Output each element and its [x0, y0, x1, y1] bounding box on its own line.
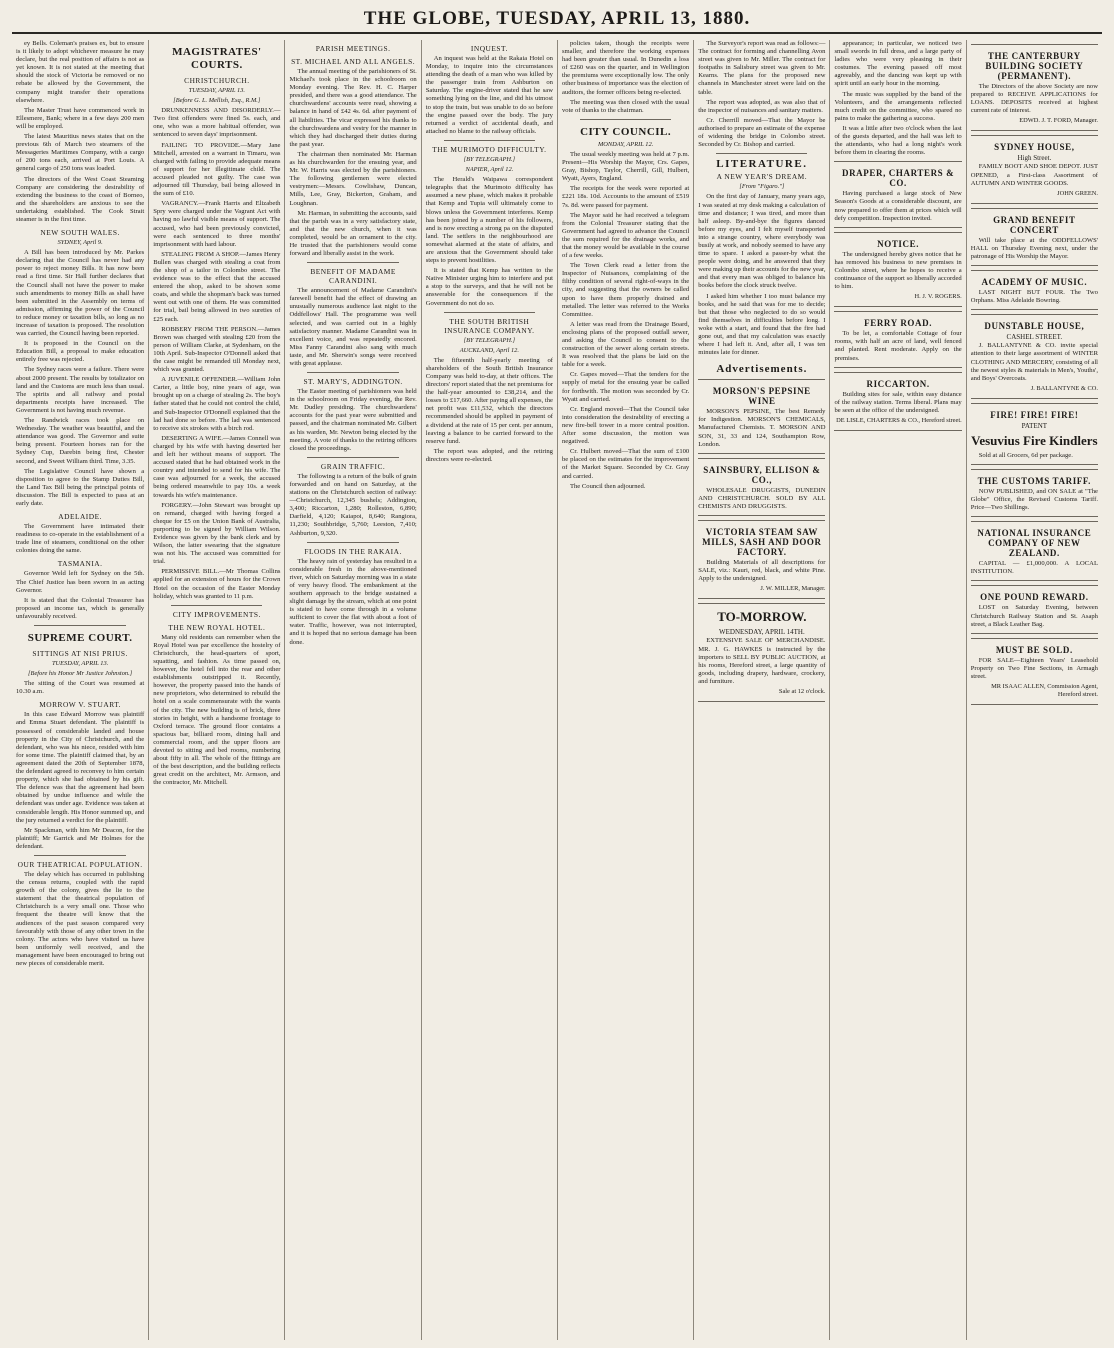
ad-text: J. BALLANTYNE & CO. invite special attention to their large assortment of WINTER CLOTHING AND MERCERY, consisting of all the newest styles & materials in Men's, Youths', and Boys' Overcoats. [970, 342, 1098, 382]
columns-container [12, 40, 1102, 1340]
paragraph: DRUNKENNESS AND DISORDERLY.—Two first offenders were fined 5s. each, and one, who was a more habitual offender, was sentenced to seven days' imprisonment. [153, 107, 281, 139]
column-6 [693, 40, 829, 1340]
paragraph: A JUVENILE OFFENDER.—William John Carter, a little boy, nine years of age, was brought up on a charge of stealing 2s. The boy's father stated that he could not control the child, and Sub-Inspector O'Donnell explained that the lad had done so before. The lad was sentenced to receive six strokes with a birch rod. [153, 376, 281, 432]
paragraph: The following is a return of the bulk of grain forwarded and on hand on Saturday, at the stations on the Christchurch section of railway:—Christchurch, 12,345 bushels; Addington, 3,400; Riccarton, 1,280; Rolleston, 6,890; Darfield, 4,120; Kaiapoi, 8,640; Rangiora, 11,230; Southbridge, 5,760; Leeston, 7,410; Ashburton, 9,320. [289, 472, 417, 537]
ad-text: LAST NIGHT BUT FOUR. The Two Orphans. Miss Adelaide Bowring. [970, 289, 1098, 305]
paragraph: The Legislative Council have shown a disposition to agree to the Stamp Duties Bill, the Land Tax Bill being the principal points of discussion. The Bill is expected to pass at an early date. [16, 467, 145, 507]
article-heading: CITY COUNCIL. [580, 125, 672, 138]
dateline: [Before his Honor Mr Justice Johnston.] [28, 670, 133, 678]
ad-text: Building Materials of all descriptions for SALE, viz.: Kauri, red, black, and white Pine. Apply to the undersigned. [698, 559, 826, 583]
advertisement [971, 638, 1098, 705]
ad-text: To be let, a comfortable Cottage of four rooms, with half an acre of land, well fenced and planted. Rent moderate. Apply on the premises. [834, 330, 962, 362]
paragraph: The latest Mauritius news states that on the previous 6th of March two steamers of the Messageries Maritimes Company, with a cargo of 200 tons each, arrived at Port Louis. A general cargo of 250 tons was loaded. [16, 133, 145, 173]
ad-text: CAPITAL — £1,000,000. A LOCAL INSTITUTION. [970, 560, 1098, 576]
paragraph: The Master Trust have commenced work in Ellesmere, Bank; where in a few days 200 men will be employed. [16, 106, 145, 130]
literature-heading: LITERATURE. [716, 158, 808, 171]
ad-heading: VICTORIA STEAM SAW MILLS, SASH AND DOOR FACTORY. [702, 527, 822, 558]
ad-heading: ONE POUND REWARD. [980, 592, 1089, 603]
paragraph: The fifteenth half-yearly meeting of shareholders of the South British Insurance Company was held to-day, at their offices. The directors' report stated that the net premiums for the half-year amounted to £38,214, and the losses to £17,660. After paying all expenses, the net profit was £11,532, which the directors recommended should be applied in payment of a dividend at the rate of 15 per cent. per annum, leaving a balance to be carried forward to the reserve fund. [425, 356, 553, 445]
ad-signature: Sale at 12 o'clock. [778, 687, 826, 695]
paragraph: Cr. England moved—That the Council take into consideration the desirability of erecting a new fire-bell tower in a more central position. After some discussion, the motion was negatived. [561, 405, 690, 446]
paragraph: The report was adopted, and the retiring directors were re-elected. [425, 447, 553, 463]
divider [444, 312, 535, 313]
paragraph: The meeting was then closed with the usual vote of thanks to the chairman. [561, 98, 690, 114]
paragraph: It is proposed in the Council on the Education Bill, a proposal to make education entirely free was rejected. [16, 340, 145, 364]
dateline: MONDAY, APRIL 12. [597, 140, 654, 148]
paragraph: It is stated that Kemp has written to the Native Minister urging him to interfere and put a stop to the surveys, and that he will not be answerable for the consequences if the Government do not do so. [425, 267, 553, 307]
ad-heading: MORSON'S PEPSINE WINE [712, 386, 811, 407]
column-3 [284, 40, 420, 1340]
column-8 [966, 40, 1102, 1340]
paragraph: FORGERY.—John Stewart was brought up on remand, charged with having forged a cheque for £5 on the Union Bank of Australia, purporting to be signed by William Wilson. Evidence was given by the bank clerk and by Wilson, the latter swearing that the signature was not his. The accused was committed for trial. [153, 501, 281, 566]
ad-heading: MUST BE SOLD. [995, 644, 1073, 655]
ad-subheading: PATENT [1021, 421, 1048, 430]
ad-signature: MR ISAAC ALLEN, Commission Agent, Hereford street. [991, 683, 1098, 699]
paragraph: Cr. Cherrill moved—That the Mayor be authorised to prepare an estimate of the expense of widening the bridge in Colombo street. Seconded by Cr. Bishop and carried. [698, 116, 826, 149]
advertisement [971, 314, 1098, 399]
advertisement [971, 44, 1098, 131]
ad-heading: GRAND BENEFIT CONCERT [993, 214, 1076, 235]
ad-heading: DUNSTABLE HOUSE, [984, 321, 1085, 332]
paragraph: An inquest was held at the Rakaia Hotel on Monday, to inquire into the circumstances attending the death of a man who was killed by the passenger train from Ashburton on Saturday. The engine-driver stated that he saw something lying on the line, and did his utmost to stop the train, but was unable to do so before the engine passed over the body. The jury returned a verdict of accidental death, and attached no blame to the railway officials. [425, 55, 553, 135]
section-heading: THE MURIMOTO DIFFICULTY. [432, 144, 547, 154]
ad-text: LOST on Saturday Evening, between Christchurch Railway Station and St. Asaph street, a Black Leather Bag. [970, 604, 1098, 628]
ad-heading: SAINSBURY, ELLISON & CO., [703, 464, 821, 485]
ad-text: Will take place at the ODDFELLOWS' HALL on Thursday Evening next, under the patronage of His Worship the Mayor. [970, 236, 1098, 261]
advertisement [698, 458, 825, 516]
advertisement [698, 379, 825, 453]
paragraph: The music was supplied by the band of the Volunteers, and the arrangements reflected much credit on the committee, who spared no pains to make the gathering a success. [834, 90, 962, 122]
paragraph: The chairman then nominated Mr. Harman as his churchwarden for the ensuing year, and Mr. W. Harris was elected by the parishioners. The following gentlemen were elected vestrymen:—Messrs. Cowlishaw, Duncan, Mills, Lee, Gray, Bickerton, Graham, and Loughnan. [289, 150, 417, 207]
dateline: TUESDAY, APRIL 13. [188, 87, 246, 94]
section-heading: NEW SOUTH WALES. [40, 228, 120, 238]
column-1 [12, 40, 148, 1340]
dateline: [Before G. L. Mellish, Esq., R.M.] [173, 97, 261, 105]
ad-heading: THE CANTERBURY BUILDING SOCIETY (PERMANENT). [985, 51, 1084, 81]
ad-text: Having purchased a large stock of New Season's Goods at a considerable discount, are now prepared to offer them at prices which will defy competition. Inspection invited. [834, 190, 962, 222]
advertisement [971, 270, 1098, 310]
advertisement [834, 161, 961, 227]
section-heading: BENEFIT OF MADAME CARANDINI. [310, 267, 396, 286]
advertisement [971, 135, 1098, 203]
paragraph: The directors of the West Coast Steaming Company are considering the desirability of extending the business to the coast of Borneo, and the shareholders are anxious to see the undertaking established. The Cook Strait steamer is in the first time. [16, 175, 145, 223]
ad-heading: FERRY ROAD. [864, 318, 933, 329]
ad-heading: RICCARTON. [866, 378, 930, 389]
paragraph: policies taken, though the receipts were smaller, and therefore the working expenses had been greater than usual. In Dunedin a loss of £260 was on the quarter, and in Wellington the premiums were exceptionally low. The only other business of importance was the election of auditors, the former officers being re-elected. [561, 40, 690, 96]
paragraph: Governor Weld left for Sydney on the 5th. The Chief Justice has been sworn in as acting Governor. [16, 570, 145, 594]
advertisement [971, 521, 1098, 581]
section-heading: ADELAIDE. [58, 512, 102, 522]
paragraph: The Herald's Waipawa correspondent telegraphs that the Murimoto difficulty has assumed a new phase, which makes it probable that Kemp and Tupia will ultimately come to blows unless the Government interferes. Kemp has been joined by a number of his followers, and is now erecting a strong pa on the disputed land. The settlers in the neighbourhood are somewhat alarmed at the state of affairs, and are anxious that the Government should take steps to prevent hostilities. [425, 176, 553, 265]
paragraph: Many old residents can remember when the Royal Hotel was par excellence the hostelry of Christchurch, the head-quarters of sport, squatting, and fashion. As time passed on, however, the hotel fell into the rear and other establishments outstripped it. Recently, however, the property passed into the hands of new proprietors, who determined to rebuild the hotel on a scale commensurate with the wants of the city. The new building is of brick, three stories in height, with a handsome frontage to Oxford terrace. The ground floor contains a spacious bar, billiard room, dining hall and commercial room, and the upper floors are devoted to sitting and bed rooms, numbering about fifty in all. The whole of the fittings are of the best description, and the building reflects great credit on the architect, Mr. Armson, and the contractor, Mr. Mitchell. [153, 633, 281, 787]
article-heading: MAGISTRATES' COURTS. [172, 46, 262, 71]
paragraph: Mr Spackman, with him Mr Deacon, for the plaintiff; Mr Garrick and Mr Holmes for the defendant. [16, 826, 145, 850]
paragraph: Mr. Harman, in submitting the accounts, said that the parish was in a very satisfactory state, and that the new church, when it was completed, would be an ornament to the city. He trusted that the parishioners would come forward and liberally assist in the work. [289, 209, 417, 258]
section-heading: OUR THEATRICAL POPULATION. [17, 859, 143, 869]
ad-text: Building sites for sale, within easy distance of the railway station. Terms liberal. Plans may be seen at the office of the undersigned. [834, 390, 962, 414]
paragraph: It was a little after two o'clock when the last of the guests departed, and the hall was left to the attendants, who had a long night's work before them in clearing the rooms. [834, 124, 962, 157]
column-5 [557, 40, 693, 1340]
paragraph: The Sydney races were a failure. There were about 2000 present. The results by totalizator on land and the Customs are much less than usual. The spirits and all railway and postal departments receipts have increased. The Government is not having much revenue. [16, 366, 145, 414]
section-heading: TASMANIA. [57, 559, 103, 569]
article-heading: SUPREME COURT. [27, 632, 133, 644]
paragraph: The announcement of Madame Carandini's farewell benefit had the effect of drawing an unusually numerous audience last night to the Oddfellows' Hall. The programme was well selected, and was carried out in a highly satisfactory manner. Madame Carandini was in excellent voice, and was repeatedly encored. Miss Fanny Carandini also sang with much taste, and Mr. Sherwin's songs were received with great applause. [289, 287, 417, 367]
divider [307, 262, 398, 263]
paragraph: The usual weekly meeting was held at 7 p.m. Present—His Worship the Mayor, Crs. Gapes, Gray, Bishop, Taylor, Cherrill, Gill, Hulbert, Wyatt, Ayers, England. [561, 150, 690, 183]
paragraph: The Surveyor's report was read as follows:—The contract for forming and channelling Avon street was given to Mr. Miller. The contract for footpaths in Salisbury street was given to Mr. Kearns. The plans for the proposed new channels in Manchester street were laid on the table. [698, 40, 826, 96]
dateline: NAPIER, April 12. [465, 166, 514, 174]
advertisement [971, 403, 1098, 465]
section-subheading: ST. MICHAEL AND ALL ANGELS. [291, 57, 416, 66]
ad-signature: DE LISLE, CHARTERS & CO., Hereford street. [836, 416, 962, 424]
divider [444, 140, 535, 141]
ad-text: The Directors of the above Society are now prepared to RECEIVE APPLICATIONS for LOANS. DEPOSITS received at highest current rate of interest. [970, 83, 1098, 115]
dateline: TUESDAY, APRIL 13. [51, 660, 109, 667]
ad-heading: FIRE! FIRE! FIRE! [990, 409, 1079, 420]
divider [307, 457, 398, 458]
ad-heading: TO-MORROW. [717, 609, 807, 625]
advertisement [834, 372, 961, 431]
ad-signature: J. W. MILLER, Manager. [760, 585, 826, 593]
divider [716, 153, 807, 154]
ad-heading: ACADEMY OF MUSIC. [981, 277, 1088, 288]
divider [307, 372, 398, 373]
paragraph: The Mayor said he had received a telegram from the Colonial Treasurer stating that the Government had agreed to advance the Council the sum required for the drainage works, and that the money would be available in the course of a few weeks. [561, 211, 690, 260]
advertisement [834, 232, 961, 308]
advertisement [971, 208, 1098, 266]
paragraph: PERMISSIVE BILL.—Mr Thomas Collins applied for an extension of hours for the Crown Hotel on the occasion of the Easter Monday holiday, which was granted to 11 p.m. [153, 568, 281, 600]
paragraph: The Town Clerk read a letter from the Inspector of Nuisances, complaining of the filthy condition of several right-of-ways in the city, and suggesting that the owners be called upon to have them properly drained and metalled. The letter was referred to the Works Committee. [561, 262, 690, 318]
ad-text: FAMILY BOOT AND SHOE DEPOT. JUST OPENED, a First-class Assortment of AUTUMN AND WINTER GOODS. [970, 163, 1098, 187]
section-heading: ST. MARY'S, ADDINGTON. [303, 377, 403, 387]
section-heading: THE SOUTH BRITISH INSURANCE COMPANY. [444, 316, 535, 335]
section-heading: FLOODS IN THE RAKAIA. [304, 546, 402, 556]
paragraph: A Bill has been introduced by Mr. Parkes declaring that the Council has never had any power to reject money Bills. It has now been read a first time. Sir Hall further declares that the Council shall not have the power to make such amendments to money Bills as shall have been submitted in the Assembly on terms of admission, affirming the power of the Council to reduce money or taxation bills, so long as no increase of taxation is proposed. The resolution was carried, the Council having been reported. [16, 249, 145, 338]
paragraph: FAILING TO PROVIDE.—Mary Jane Mitchell, arrested on a warrant in Timaru, was charged with failing to provide adequate means of support for her illegitimate child. The accused pleaded not guilty. The case was adjourned till Thursday, bail being allowed in the sum of £10. [153, 141, 281, 198]
paragraph: The receipts for the week were reported at £221 18s. 10d. Accounts to the amount of £519 7s. 8d. were passed for payment. [561, 185, 690, 209]
section-heading: INQUEST. [470, 44, 508, 53]
ad-signature: EDWD. J. T. FORD, Manager. [1019, 117, 1098, 125]
newspaper-masthead: THE GLOBE, TUESDAY, APRIL 13, 1880. [12, 6, 1102, 34]
paragraph: I asked him whether I too must balance my books, and he said that was for me to decide; but that those who neglected to do so would find themselves in difficulties before long. I woke with a start, and found that the fire had gone out, and that my calculation was exactly where I had left it. And, after all, I was ten minutes late for dinner. [698, 292, 826, 357]
section-heading: PARISH MEETINGS. [315, 44, 391, 53]
paragraph: The heavy rain of yesterday has resulted in a considerable fresh in the above-mentioned river, which on Saturday morning was in a state of very heavy flood. The embankment at the southern approach to the bridge sustained a slight damage by the stream, which at one point is stated to have come through in a volume sufficient to cover the flat with about a foot of water. Traffic, however, was not interrupted, and it is hoped that no serious damage has been done. [289, 557, 417, 646]
advertisement [834, 311, 961, 367]
ad-subheading: WEDNESDAY, APRIL 14TH. [719, 628, 805, 637]
section-heading: GRAIN TRAFFIC. [320, 461, 386, 471]
divider [580, 119, 671, 120]
paragraph: DESERTING A WIFE.—James Connell was charged by his wife with having deserted her and left her without means of support. The accused stated that he had obtained work in the country and intended to send for his wife. The case was adjourned for a week, the accused being ordered meanwhile to pay 10s. a week towards his wife's maintenance. [153, 434, 281, 499]
column-7 [829, 40, 965, 1340]
paragraph: It is stated that the Colonial Treasurer has proposed an income tax, which is generally unfavourably received. [16, 596, 145, 620]
ad-text: MORSON'S PEPSINE, The best Remedy for Indigestion. MORSON'S CHEMICALS, Manufactured Chemists. T. MORSON AND SON, 31, 33 and 124, Southampton Row, London. [698, 408, 826, 448]
paragraph: On the first day of January, many years ago, I was seated at my desk making a calculation of time and distance; I was tired, and more than half asleep. By-and-bye the figures danced before my eyes, and I felt myself transported into a strange country, where everybody was busily at work, and nobody seemed to have any time to spare. I asked a passer-by what the people were doing, and he answered that they were making up their accounts for the new year, and that every man was obliged to balance his books before the clock struck twelve. [698, 193, 826, 290]
ad-subheading: CASHEL STREET. [1006, 333, 1063, 342]
advertisement [971, 585, 1098, 633]
section-heading: MORROW V. STUART. [39, 700, 122, 710]
ad-text: EXTENSIVE SALE OF MERCHANDISE. MR. J. G. HAWKES is instructed by the importers to SELL BY PUBLIC AUCTION, at his rooms, Hereford street, a large quantity of goods, including drapery, hardware, crockery, and furniture. [698, 637, 826, 685]
paragraph: The sitting of the Court was resumed at 10.30 a.m. [16, 680, 145, 696]
paragraph: appearance; in particular, we noticed two small swords in full dress, and a large party of ladies who were very pleasing in their costumes. The evening passed off most agreeably, and the dancing was kept up with spirit until an early hour in the morning. [834, 40, 962, 88]
dateline: [From "Figaro."] [739, 183, 785, 191]
ad-signature: JOHN GREEN. [1057, 189, 1098, 197]
ad-subheading: High Street. [1017, 154, 1052, 163]
paragraph: ey Bells. Coleman's praises ex, but to ensure is it likely to adopt whichever measure he may declare, but the real position of affairs is not as yet known. It is not stated at the meeting that should the stock of Victoria be removed or no rebate be allowed by the Government, the company might transfer their operations elsewhere. [16, 40, 145, 104]
ad-text: The undersigned hereby gives notice that he has removed his business to new premises in Colombo street, where he hopes to receive a continuance of the support so liberally accorded to him. [834, 250, 962, 291]
advertisement [971, 469, 1098, 517]
section-subheading: A NEW YEAR'S DREAM. [716, 172, 808, 182]
paragraph: The Randwick races took place on Wednesday. The weather was beautiful, and the attendance was good. The Governor and suite being present. Fourteen horses ran for the Sydney Cup, Darebin being first, Chester second, and Sweet William third. Time, 3.35. [16, 417, 145, 465]
ad-text: FOR SALE—Eighteen Years' Leasehold Property on Two Fine Sections, in Armagh street. [970, 656, 1098, 680]
paragraph: STEALING FROM A SHOP.—James Henry Bullen was charged with stealing a coat from the shop of a tailor in Colombo street. The evidence was to the effect that the accused entered the shop, asked to be shown some coats, and while the shopman's back was turned went out with one of them. He was committed for trial, bail being allowed in two sureties of £25 each. [153, 250, 281, 323]
paragraph: VAGRANCY.—Frank Harris and Elizabeth Spry were charged under the Vagrant Act with having no lawful visible means of support. The accused, who had been previously convicted, were each sentenced to three months' imprisonment with hard labour. [153, 200, 281, 248]
dateline: SYDNEY, April 9. [57, 239, 103, 247]
section-subheading: SITTINGS AT NISI PRIUS. [32, 649, 128, 658]
ad-signature: J. BALLANTYNE & CO. [1030, 384, 1098, 392]
paragraph: The Council then adjourned. [569, 482, 646, 490]
ad-heading: NOTICE. [877, 238, 920, 249]
advertisements-heading: Advertisements. [716, 363, 808, 376]
ad-heading: SYDNEY HOUSE, [994, 142, 1075, 153]
divider [34, 855, 126, 856]
ad-text: WHOLESALE DRUGGISTS, DUNEDIN AND CHRISTCHURCH. SOLD BY ALL CHEMISTS AND DRUGGISTS. [698, 486, 826, 510]
ad-heading: NATIONAL INSURANCE COMPANY OF NEW ZEALAND. [977, 528, 1092, 559]
column-4 [421, 40, 557, 1340]
paragraph: A letter was read from the Drainage Board, enclosing plans of the proposed outfall sewer, and asking the Council to consent to the construction of the sewer along certain streets. It was resolved that the plans be laid on the table for a week. [561, 320, 690, 369]
ad-text: NOW PUBLISHED, and ON SALE at "The Globe" Office, the Revised Customs Tariff. Price—Two Shillings. [970, 487, 1098, 512]
divider [171, 605, 262, 606]
section-heading: CITY IMPROVEMENTS. [172, 609, 261, 619]
dateline: AUCKLAND, April 12. [459, 346, 519, 354]
advertisement [698, 520, 825, 599]
ad-signature: H. J. V. ROGERS. [914, 293, 962, 301]
column-2 [148, 40, 284, 1340]
ad-text: Sold at all Grocers, 6d per package. [978, 451, 1073, 459]
paragraph: The delay which has occurred in publishing the census returns, coupled with the rapid growth of the colony, gives the lie to the statement that the theatrical population of Christchurch is a very small one. Those who frequent the theatre will know that the audiences of the past season compared very favourably with those of any other town in the colony. The actors who have visited us have been uniformly well received, and the management have been encouraged to bring out new pieces of considerable merit. [16, 870, 145, 967]
advertisement [698, 603, 825, 702]
dateline: [BY TELEGRAPH.] [463, 336, 516, 344]
paragraph: The Easter meeting of parishioners was held in the schoolroom on Friday evening, the Rev. Mr. Dudley presiding. The churchwardens' accounts for the past year were submitted and passed, and the chairman nominated Mr. Gilbert as his warden, Mr. Newton being elected by the meeting. A vote of thanks to the retiring officers closed the proceedings. [289, 388, 417, 452]
paragraph: The annual meeting of the parishioners of St. Michael's took place in the schoolroom on Monday evening. The Rev. H. C. Harper presided, and there was a good attendance. The churchwardens' accounts were read, showing a balance in hand of £42 4s. 6d. after payment of all liabilities. The vicar expressed his thanks to the churchwardens and vestry for the manner in which they had discharged their duties during the past year. [289, 68, 417, 148]
ad-heading: THE CUSTOMS TARIFF. [977, 475, 1092, 486]
divider [34, 625, 126, 626]
paragraph: In this case Edward Morrow was plaintiff and Emma Stuart defendant. The plaintiff is possessed of considerable landed and house property in the City of Christchurch, and the defendant, who was his niece, resided with him for some time. The plaintiff claimed that, by an agreement dated the 20th of September 1878, the defendant agreed to reconvey to him certain property, which she had obtained by his gift. The defence was that the agreement had been obtained by undue influence and while the defendant was under age. Evidence was taken at considerable length. His Honor summed up, and the jury returned a verdict for the plaintiff. [16, 711, 145, 824]
divider [307, 542, 398, 543]
paragraph: The Government have intimated their readiness to co-operate in the establishment of a trade line of steamers, conditional on the other colonies doing the same. [16, 523, 145, 555]
paragraph: ROBBERY FROM THE PERSON.—James Brown was charged with stealing £20 from the person of William Clarke, at Sydenham, on the 10th April. Sub-Inspector O'Donnell asked that the case might be remanded till Monday next, which was granted. [153, 325, 281, 374]
ad-display-title: Vesuvius Fire Kindlers [971, 432, 1098, 448]
paragraph: Cr. Gapes moved—That the tenders for the supply of metal for the ensuing year be called for forthwith. The motion was seconded by Cr. Wyatt and carried. [561, 371, 690, 403]
paragraph: Cr. Hulbert moved—That the sum of £100 be placed on the estimates for the improvement of the Market Square. Seconded by Cr. Gray and carried. [561, 448, 690, 480]
dateline: [BY TELEGRAPH.] [463, 155, 516, 163]
section-subheading: CHRISTCHURCH. [184, 76, 250, 85]
ad-heading: DRAPER, CHARTERS & CO. [841, 168, 955, 189]
section-subheading: THE NEW ROYAL HOTEL. [168, 622, 266, 632]
paragraph: The report was adopted, as was also that of the inspector of nuisances and sanitary matters. [698, 98, 826, 114]
